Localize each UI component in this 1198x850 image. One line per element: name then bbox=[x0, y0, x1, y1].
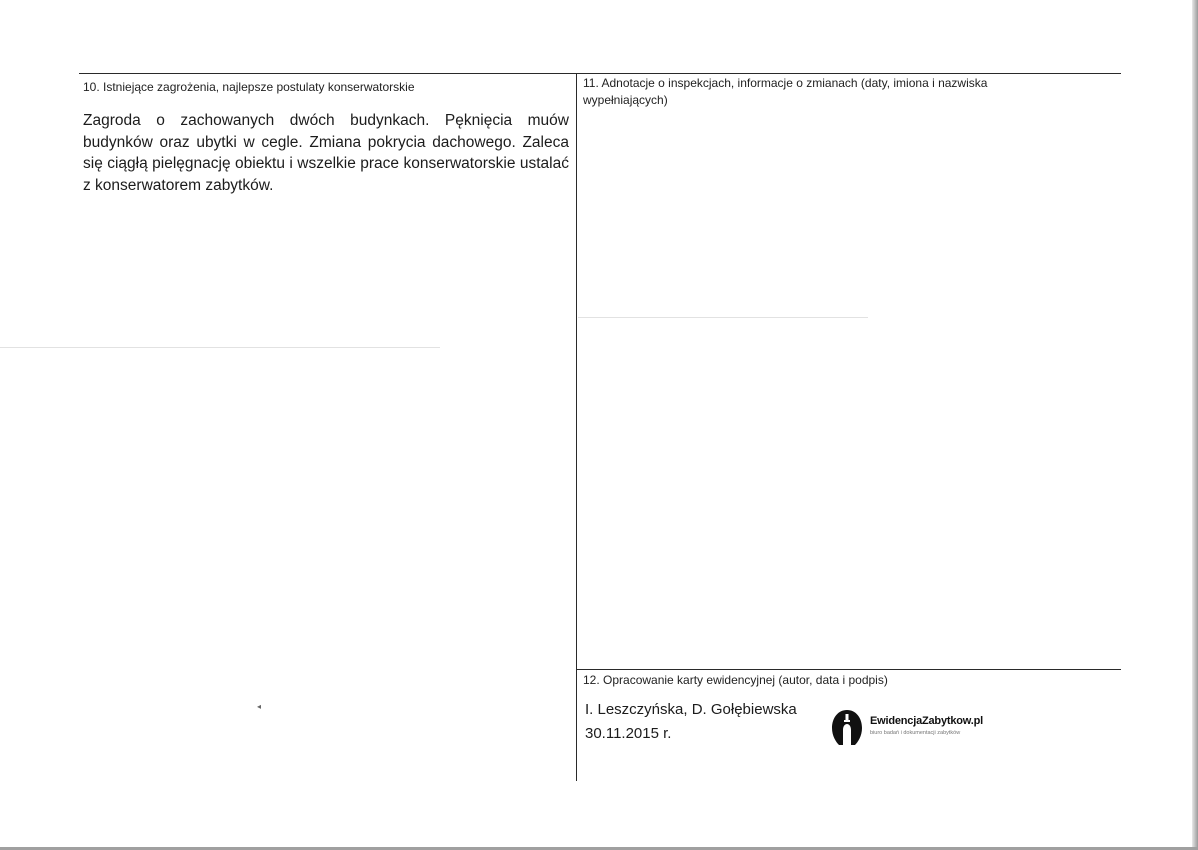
logo-mark-icon bbox=[830, 708, 864, 748]
section10-title: 10. Istniejące zagrożenia, najlepsze postulaty konserwatorskie bbox=[83, 80, 415, 94]
section10-text: Zagroda o zachowanych dwóch budynkach. Pęknięcia muów budynków oraz ubytki w cegle. Zmiana pokrycia dachowego. Zaleca się ciągłą pielęgnację obiektu i wszelkie prace konserwatorskie ustalać z konserwatorem zabytków. bbox=[83, 112, 569, 194]
column-divider bbox=[576, 73, 577, 781]
logo-name: EwidencjaZabytkow.pl bbox=[870, 715, 983, 727]
logo-tagline: biuro badań i dokumentacji zabytków bbox=[870, 730, 961, 736]
fold-crease bbox=[0, 347, 440, 348]
section12-title: 12. Opracowanie karty ewidencyjnej (autor, data i podpis) bbox=[583, 673, 888, 687]
company-logo bbox=[830, 708, 1000, 748]
section12-rule bbox=[577, 669, 1121, 670]
scan-speck: ◂ bbox=[257, 702, 262, 711]
section11-title: 11. Adnotacje o inspekcjach, informacje o zmianach (daty, imiona i nazwiska wypełniających) bbox=[583, 76, 988, 107]
scan-edge bbox=[1192, 0, 1198, 850]
fold-crease-right bbox=[578, 317, 868, 318]
top-rule bbox=[79, 73, 1121, 74]
author-names: I. Leszczyńska, D. Gołębiewska bbox=[585, 701, 797, 718]
preparation-date: 30.11.2015 r. bbox=[585, 725, 672, 742]
